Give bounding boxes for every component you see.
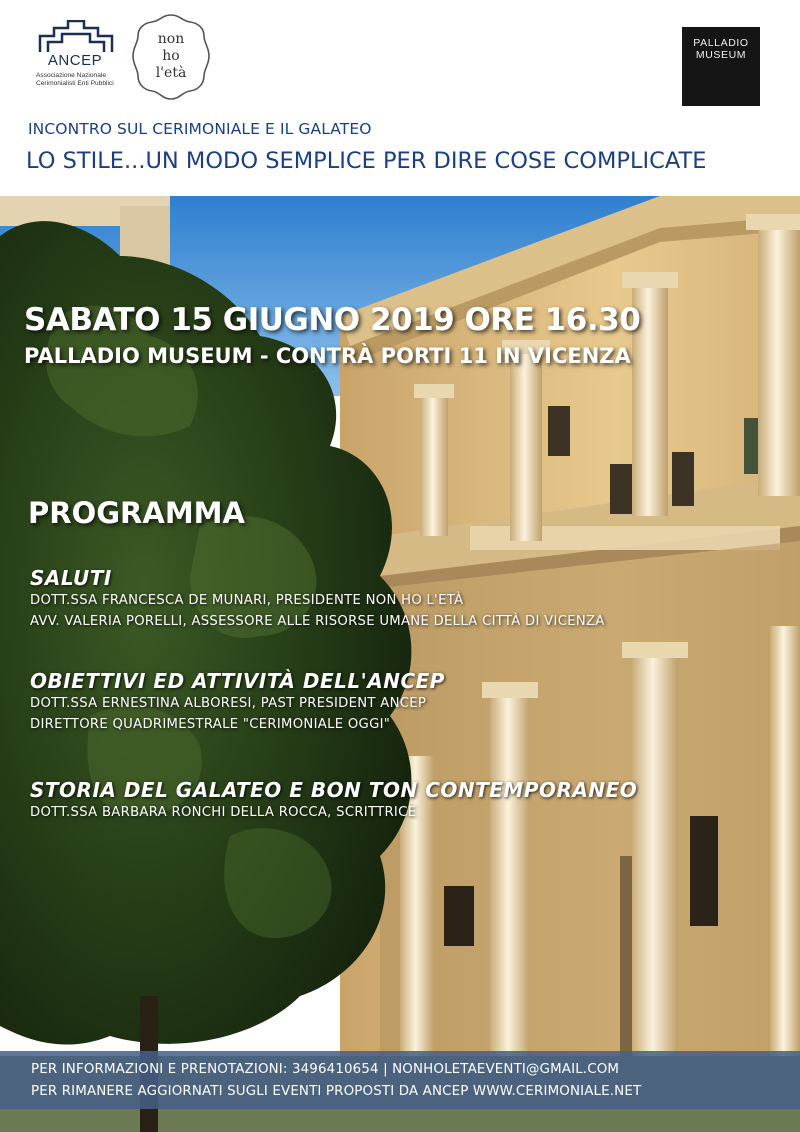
contact-footer	[0, 1051, 800, 1109]
ancep-subtitle	[36, 72, 118, 88]
palladio-wordmark	[682, 37, 760, 61]
event-title: LO STILE...UN MODO SEMPLICE PER DIRE COSE COMPLICATE	[26, 148, 707, 174]
program-item-title: STORIA DEL GALATEO E BON TON CONTEMPORANEO	[30, 778, 638, 802]
wordmark-line: non	[157, 31, 185, 47]
program-heading: PROGRAMMA	[28, 496, 245, 530]
program-item-speaker: DOTT.SSA ERNESTINA ALBORESI, PAST PRESIDENT ANCEP	[30, 696, 427, 711]
palladio-museum-logo	[682, 27, 760, 106]
non-ho-eta-logo	[130, 12, 212, 102]
non-ho-eta-wordmark	[130, 31, 212, 82]
program-item-speaker: AVV. VALERIA PORELLI, ASSESSORE ALLE RISORSE UMANE DELLA CITTÀ DI VICENZA	[30, 614, 605, 629]
ancep-subtitle-line: Cerimonialisti Enti Pubblici	[36, 80, 114, 87]
program-item	[30, 669, 445, 735]
website-info: PER RIMANERE AGGIORNATI SUGLI EVENTI PROPOSTI DA ANCEP WWW.CERIMONIALE.NET	[31, 1084, 642, 1099]
ancep-logo	[34, 20, 116, 100]
header	[0, 0, 800, 196]
event-venue: PALLADIO MUSEUM - CONTRÀ PORTI 11 IN VICENZA	[24, 344, 631, 368]
ancep-name: ANCEP	[47, 52, 103, 69]
event-subtitle: INCONTRO SUL CERIMONIALE E IL GALATEO	[28, 120, 372, 138]
program-item-speaker: DIRETTORE QUADRIMESTRALE "CERIMONIALE OGGI"	[30, 717, 391, 732]
program-item	[30, 566, 605, 632]
program-item-title: OBIETTIVI ED ATTIVITÀ DELL'ANCEP	[30, 669, 445, 693]
wordmark-line: ho	[162, 48, 180, 64]
wordmark-line: MUSEUM	[695, 49, 747, 61]
event-date-time: SABATO 15 GIUGNO 2019 ORE 16.30	[24, 302, 641, 338]
program-item-speaker: DOTT.SSA BARBARA RONCHI DELLA ROCCA, SCRITTRICE	[30, 805, 417, 820]
ancep-subtitle-line: Associazione Nazionale	[36, 72, 107, 79]
program-item-title: SALUTI	[30, 566, 112, 590]
program-item	[30, 778, 637, 823]
wordmark-line: l'età	[155, 65, 187, 81]
program-item-speaker: DOTT.SSA FRANCESCA DE MUNARI, PRESIDENTE NON HO L'ETÀ	[30, 593, 464, 608]
wordmark-line: PALLADIO	[693, 37, 749, 49]
ancep-building-icon	[38, 20, 114, 54]
contact-info: PER INFORMAZIONI E PRENOTAZIONI: 3496410654 | NONHOLETAEVENTI@GMAIL.COM	[31, 1062, 620, 1077]
